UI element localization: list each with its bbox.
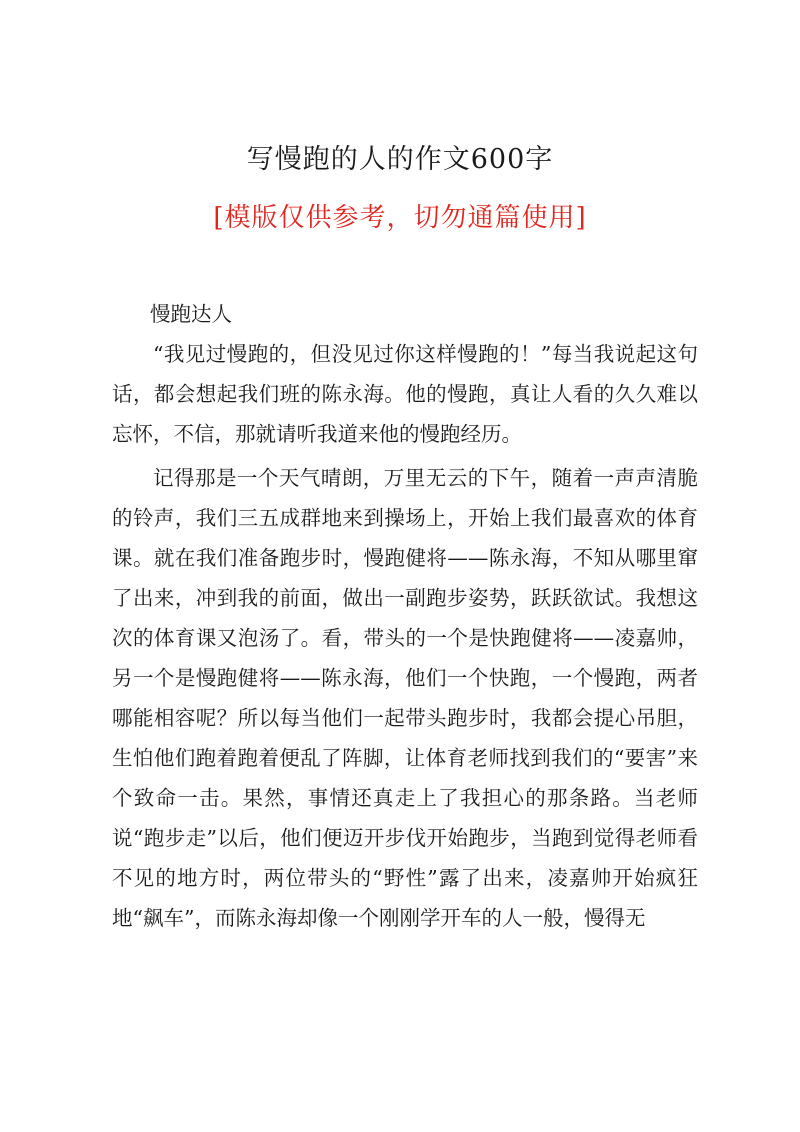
template-disclaimer: [模版仅供参考，切勿通篇使用] [213, 203, 587, 233]
section-heading: 慢跑达人 [150, 302, 232, 326]
paragraph-1: “我见过慢跑的，但没见过你这样慢跑的！”每当我说起这句话，都会想起我们班的陈永海。他的慢跑，真让人看的久久难以忘怀，不信，那就请听我道来他的慢跑经历。 [112, 342, 698, 446]
document-title: 写慢跑的人的作文600字 [246, 144, 554, 175]
article-body [112, 294, 698, 938]
paragraph-2: 记得那是一个天气晴朗，万里无云的下午，随着一声声清脆的铃声，我们三五成群地来到操场上，开始上我们最喜欢的体育课。就在我们准备跑步时，慢跑健将——陈永海，不知从哪里窜了出来，冲到我的前面，做出一副跑步姿势，跃跃欲试。我想这次的体育课又泡汤了。看，带头的一个是快跑健将——凌嘉帅，另一个是慢跑健将——陈永海，他们一个快跑，一个慢跑，两者哪能相容呢？所以每当他们一起带头跑步时，我都会提心吊胆，生怕他们跑着跑着便乱了阵脚，让体育老师找到我们的“要害”来个致命一击。果然，事情还真走上了我担心的那条路。当老师说“跑步走”以后，他们便迈开步伐开始跑步，当跑到觉得老师看不见的地方时，两位带头的“野性”露了出来，凌嘉帅开始疯狂地“飙车”，而陈永海却像一个刚刚学开车的人一般，慢得无 [112, 466, 698, 930]
